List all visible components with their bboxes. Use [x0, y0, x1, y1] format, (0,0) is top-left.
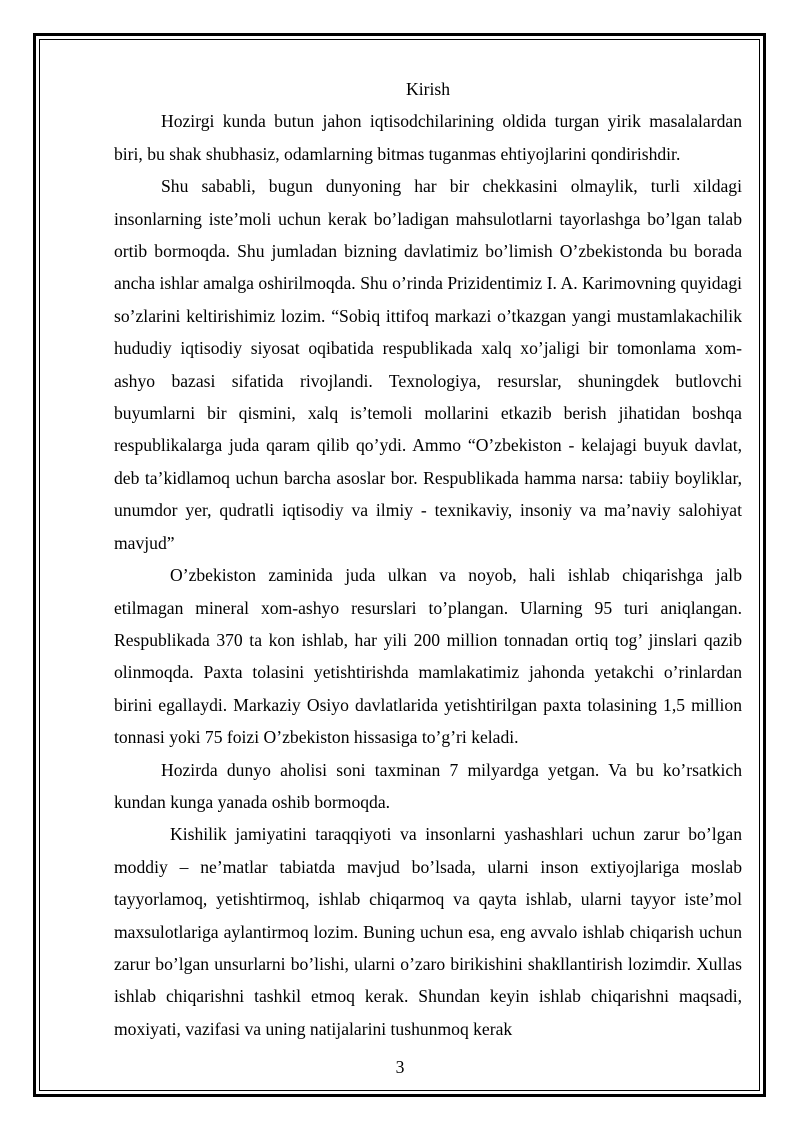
page-number: 3: [395, 1057, 405, 1077]
paragraph-resources: O’zbekiston zaminida juda ulkan va noyob, hali ishlab chiqarishga jalb etilmagan mineral xom-ashyo resurslari to’plangan. Ularning 95 turi aniqlangan. Respublikada 370 ta kon ishlab, har yili 200 million tonnadan ortiq tog’ jinslari qazib olinmoqda. Paxta tolasini yetishtirishda mamlakatimiz jahonda yetakchi o’rinlardan birini egallaydi. Markaziy Osiyo davlatlarida yetishtirilgan paxta tolasining 1,5 million tonnasi yoki 75 foizi O’zbekiston hissasiga to’g’ri keladi.: [114, 565, 742, 748]
document-body: [114, 73, 742, 1045]
paragraph-population: Hozirda dunyo aholisi soni taxminan 7 milyardga yetgan. Va bu ko’rsatkich kundan kunga yanada oshib bormoqda.: [114, 759, 742, 812]
document-title: Kirish: [406, 79, 450, 99]
paragraph-quote: Shu sababli, bugun dunyoning har bir chekkasini olmaylik, turli xildagi insonlarning iste’moli uchun kerak bo’ladigan mahsulotlarni tayorlashga bo’lgan talab ortib bormoqda. Shu jumladan bizning davlatimiz bo’limish O’zbekistonda bu borada ancha ishlar amalga oshirilmoqda. Shu o’rinda Prizidentimiz I. A. Karimovning quyidagi so’zlarini keltirishimiz lozim. “Sobiq ittifoq markazi o’tkazgan yangi mustamlakachilik hududiy iqtisodiy siyosat oqibatida respublikada xalq xo’jaligi bir tomonlama xom-ashyo bazasi sifatida rivojlandi. Texnologiya, resurslar, shuningdek butlovchi buyumlarni bir qismini, xalq is’temoli mollarini etkazib berish jihatidan boshqa respublikalarga juda qaram qilib qo’ydi. Ammo “O’zbekiston - kelajagi buyuk davlat, deb ta’kidlamoq uchun barcha asoslar bor. Respublikada hamma narsa: tabiiy boyliklar, unumdor yer, qudratli iqtisodiy va ilmiy - texnikaviy, insoniy va ma’naviy salohiyat mavjud”: [114, 176, 742, 553]
paragraph-intro: Hozirgi kunda butun jahon iqtisodchilarining oldida turgan yirik masalalardan biri, bu shak shubhasiz, odamlarning bitmas tuganmas ehtiyojlarini qondirishdir.: [114, 111, 742, 164]
paragraph-production: Kishilik jamiyatini taraqqiyoti va insonlarni yashashlari uchun zarur bo’lgan moddiy – ne’matlar tabiatda mavjud bo’lsada, ularni inson extiyojlariga moslab tayyorlamoq, yetishtirmoq, ishlab chiqarmoq va qayta ishlab, ularni tayyor iste’mol maxsulotlariga aylantirmoq lozim. Buning uchun esa, eng avvalo ishlab chiqarish uchun zarur bo’lgan unsurlarni bo’lishi, ularni o’zaro birikishini shakllantirish lozimdir. Xullas ishlab chiqarishni tashkil etmoq kerak. Shundan keyin ishlab chiqarishni maqsadi, moxiyati, vazifasi va uning natijalarini tushunmoq kerak: [114, 824, 742, 1039]
